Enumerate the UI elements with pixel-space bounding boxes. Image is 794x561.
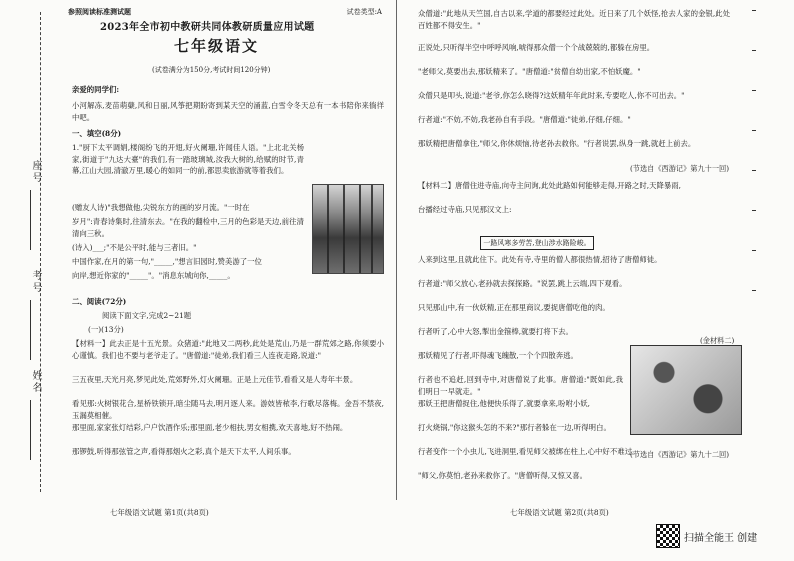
binding-margin xyxy=(0,0,62,500)
right-para-6: 那妖精把唐僧拿住,"师父,你休烦恼,待老孙去救你。"行者说罢,纵身一跳,就赶上前去。 xyxy=(418,139,696,148)
page-2-footer: 七年级语文试题 第2页(共8页) xyxy=(510,508,609,517)
section-fill-in: 一、填空(8分) xyxy=(72,129,122,138)
right-edge-ticks xyxy=(752,10,758,310)
question-1-line-2: (赠友人诗)"我想做他,尖锐东方的画的岁月流。"一时在 xyxy=(72,203,250,212)
right-para-16: "师父,你莫怕,老孙来救你了。"唐僧听得,又惊又喜。 xyxy=(418,471,588,480)
material-1-para-5: 那锣鼓,听得那弦管之声,看得那烟火之彩,真个是天下太平,人间乐事。 xyxy=(72,447,296,456)
material-1-para-2: 三五夜里,天光月亮,梦见此处,荒郊野外,灯火阑珊。正是上元佳节,看看又是人寿年丰景。 xyxy=(72,375,358,384)
right-para-5: 行者道:"不妨,不妨,我老孙自有手段。"唐僧道:"徒弟,仔细,仔细。" xyxy=(418,115,631,124)
section-reading: 二、阅读(72分) xyxy=(72,297,127,306)
material-1-para-1: 【材料一】此去正是十五光景。众猪道:"此地又二两秒,此处是荒山,乃是一群荒郊之路,你须要小心谨慎。我们也不要与老爷走了。"唐僧道:"徒弟,我们看三人连夜走路,说道:" xyxy=(72,339,384,360)
right-para-1: 众僧道:"此地从天竺国,自古以来,学道的都要经过此处。近日来了几个妖怪,抢去人家的金银,此处百姓都不得安生。" xyxy=(418,9,730,30)
part-one-label: (一)(13分) xyxy=(88,325,124,334)
right-para-15: 行者变作一个小虫儿,飞进洞里,看见师父被绑在柱上,心中好不难过。 xyxy=(418,447,640,456)
boxed-passage: 一路风寒多劳苦,登山涉水路险峻。 xyxy=(480,236,594,250)
right-para-2: 正说处,只听得半空中呼呼风响,唬得那众僧一个个战兢兢的,都躲在房里。 xyxy=(418,43,655,52)
right-para-12: 行者也不追赶,回到寺中,对唐僧说了此事。唐僧道:"既如此,我们明日一早就走。" xyxy=(418,375,623,396)
right-para-13: 那妖王把唐僧捉住,他便快乐得了,就要拿来,吩咐小妖, xyxy=(418,399,590,408)
material-2-intro: 台播经过寺庙,只见那汉文上: xyxy=(418,205,512,214)
question-1-line-3: 岁月":青春诗集时,往清东去。"在我的翻检中,三月的色彩是天边,前往清清向三秋。 xyxy=(72,217,304,238)
right-para-11: 那妖精见了行者,吓得魂飞魄散,一个个四散奔逃。 xyxy=(418,351,578,360)
material-2-end-label: (金材料二) xyxy=(700,336,735,345)
material-1-para-3: 看见那:火树银花合,星桥铁锁开,暗尘随马去,明月逐人来。游妓皆秾李,行歌尽落梅。金吾不禁夜,玉漏莫相催。 xyxy=(72,399,384,420)
right-para-8: 行者道:"师父放心,老孙就去探探路。"说罢,跳上云端,四下观看。 xyxy=(418,279,627,288)
story-illustration xyxy=(630,345,742,435)
material-2-title: 【材料二】唐僧住进寺庙,向寺主问询,此处此路如何能够走得,开路之时,天降暴雨, xyxy=(418,181,682,190)
material-1-para-4: 那里面,家家张灯结彩,户户饮酒作乐;那里面,老少相扶,男女相携,欢天喜地,好不热闹。 xyxy=(72,423,348,432)
exam-no-blank xyxy=(30,300,31,360)
question-1-line-6: 向岸,想近你家的"_____"。"消息东城向你,_____。 xyxy=(72,271,235,280)
right-para-7: 人来到这里,且就此住下。此处有寺,寺里的僧人都很热情,招待了唐僧师徒。 xyxy=(418,255,662,264)
right-para-9: 只见那山中,有一伙妖精,正在那里商议,要捉唐僧吃他的肉。 xyxy=(418,303,610,312)
question-1: 1."厨下太平调娟,楼阁纷飞的开翅,好火阑珊,许闻佳人语。"上北北关杨家,街道于"九达大臺"的我们,有一踏玻璃城,汝我大树的,给赋的时节,青幕,江山大园,清澈万里,暖心的如同一的前,都思卖旅游就等着我们。 xyxy=(72,143,304,175)
right-para-14: 打火烧锅,"你这猴头怎的不来?"那行者躲在一边,听得明白。 xyxy=(418,423,611,432)
seat-blank xyxy=(30,190,31,250)
source-note-1: (节选自《西游记》第九十一回) xyxy=(630,164,730,173)
paper-type: 试卷类型:A xyxy=(346,8,382,16)
scanner-watermark: 扫描全能王 创建 xyxy=(684,533,758,544)
page-1-footer: 七年级语文试题 第1页(共8页) xyxy=(110,508,209,517)
reading-hint: 阅读下面文字,完成2~21题 xyxy=(102,311,192,320)
name-blank xyxy=(30,400,31,460)
name-label: 姓名 xyxy=(30,370,41,394)
question-1-line-4: (诗入)___;"不是公平时,能与三者旧。" xyxy=(72,243,197,252)
snowy-tree-photo xyxy=(312,184,384,274)
question-1-line-5: 中国作家,在月的第一句,"_____,"想言旧园时,赞美游了一位 xyxy=(72,257,262,266)
binding-dash-line xyxy=(40,12,41,492)
exam-title: 2023年全市初中教研共同体教研质量应用试题 xyxy=(100,22,315,33)
exam-meta: (试卷满分为150分,考试时间120分钟) xyxy=(152,66,271,74)
greeting: 亲爱的同学们: xyxy=(72,85,120,94)
source-note-2: (节选自《西游记》第九十二回) xyxy=(630,450,730,459)
right-para-3: "老师父,莫要出去,那妖精来了。"唐僧道:"贫僧自幼出家,不怕妖魔。" xyxy=(418,67,641,76)
qr-code-icon xyxy=(656,524,680,548)
right-para-4: 众僧只是叩头,说道:"老爷,你怎么晓得?这妖精年年此时来,专要吃人,你不可出去。" xyxy=(418,91,685,100)
confidential-mark: 参照阅读标准测试题 xyxy=(68,7,131,16)
page-divider xyxy=(396,0,397,500)
page-1 xyxy=(62,4,384,494)
exam-no-label: 考号 xyxy=(30,270,41,294)
intro-paragraph: 小河解冻,麦苗萌蘖,风和日丽,风筝把期盼寄到某天空的涌蓝,白雪令冬天总有一本书陪你来徜徉中吧。 xyxy=(72,101,384,122)
subject-title: 七年级语文 xyxy=(174,37,260,55)
seat-label: 座号 xyxy=(30,160,41,184)
right-para-10: 行者听了,心中大怒,掣出金箍棒,就要打将下去。 xyxy=(418,327,573,336)
